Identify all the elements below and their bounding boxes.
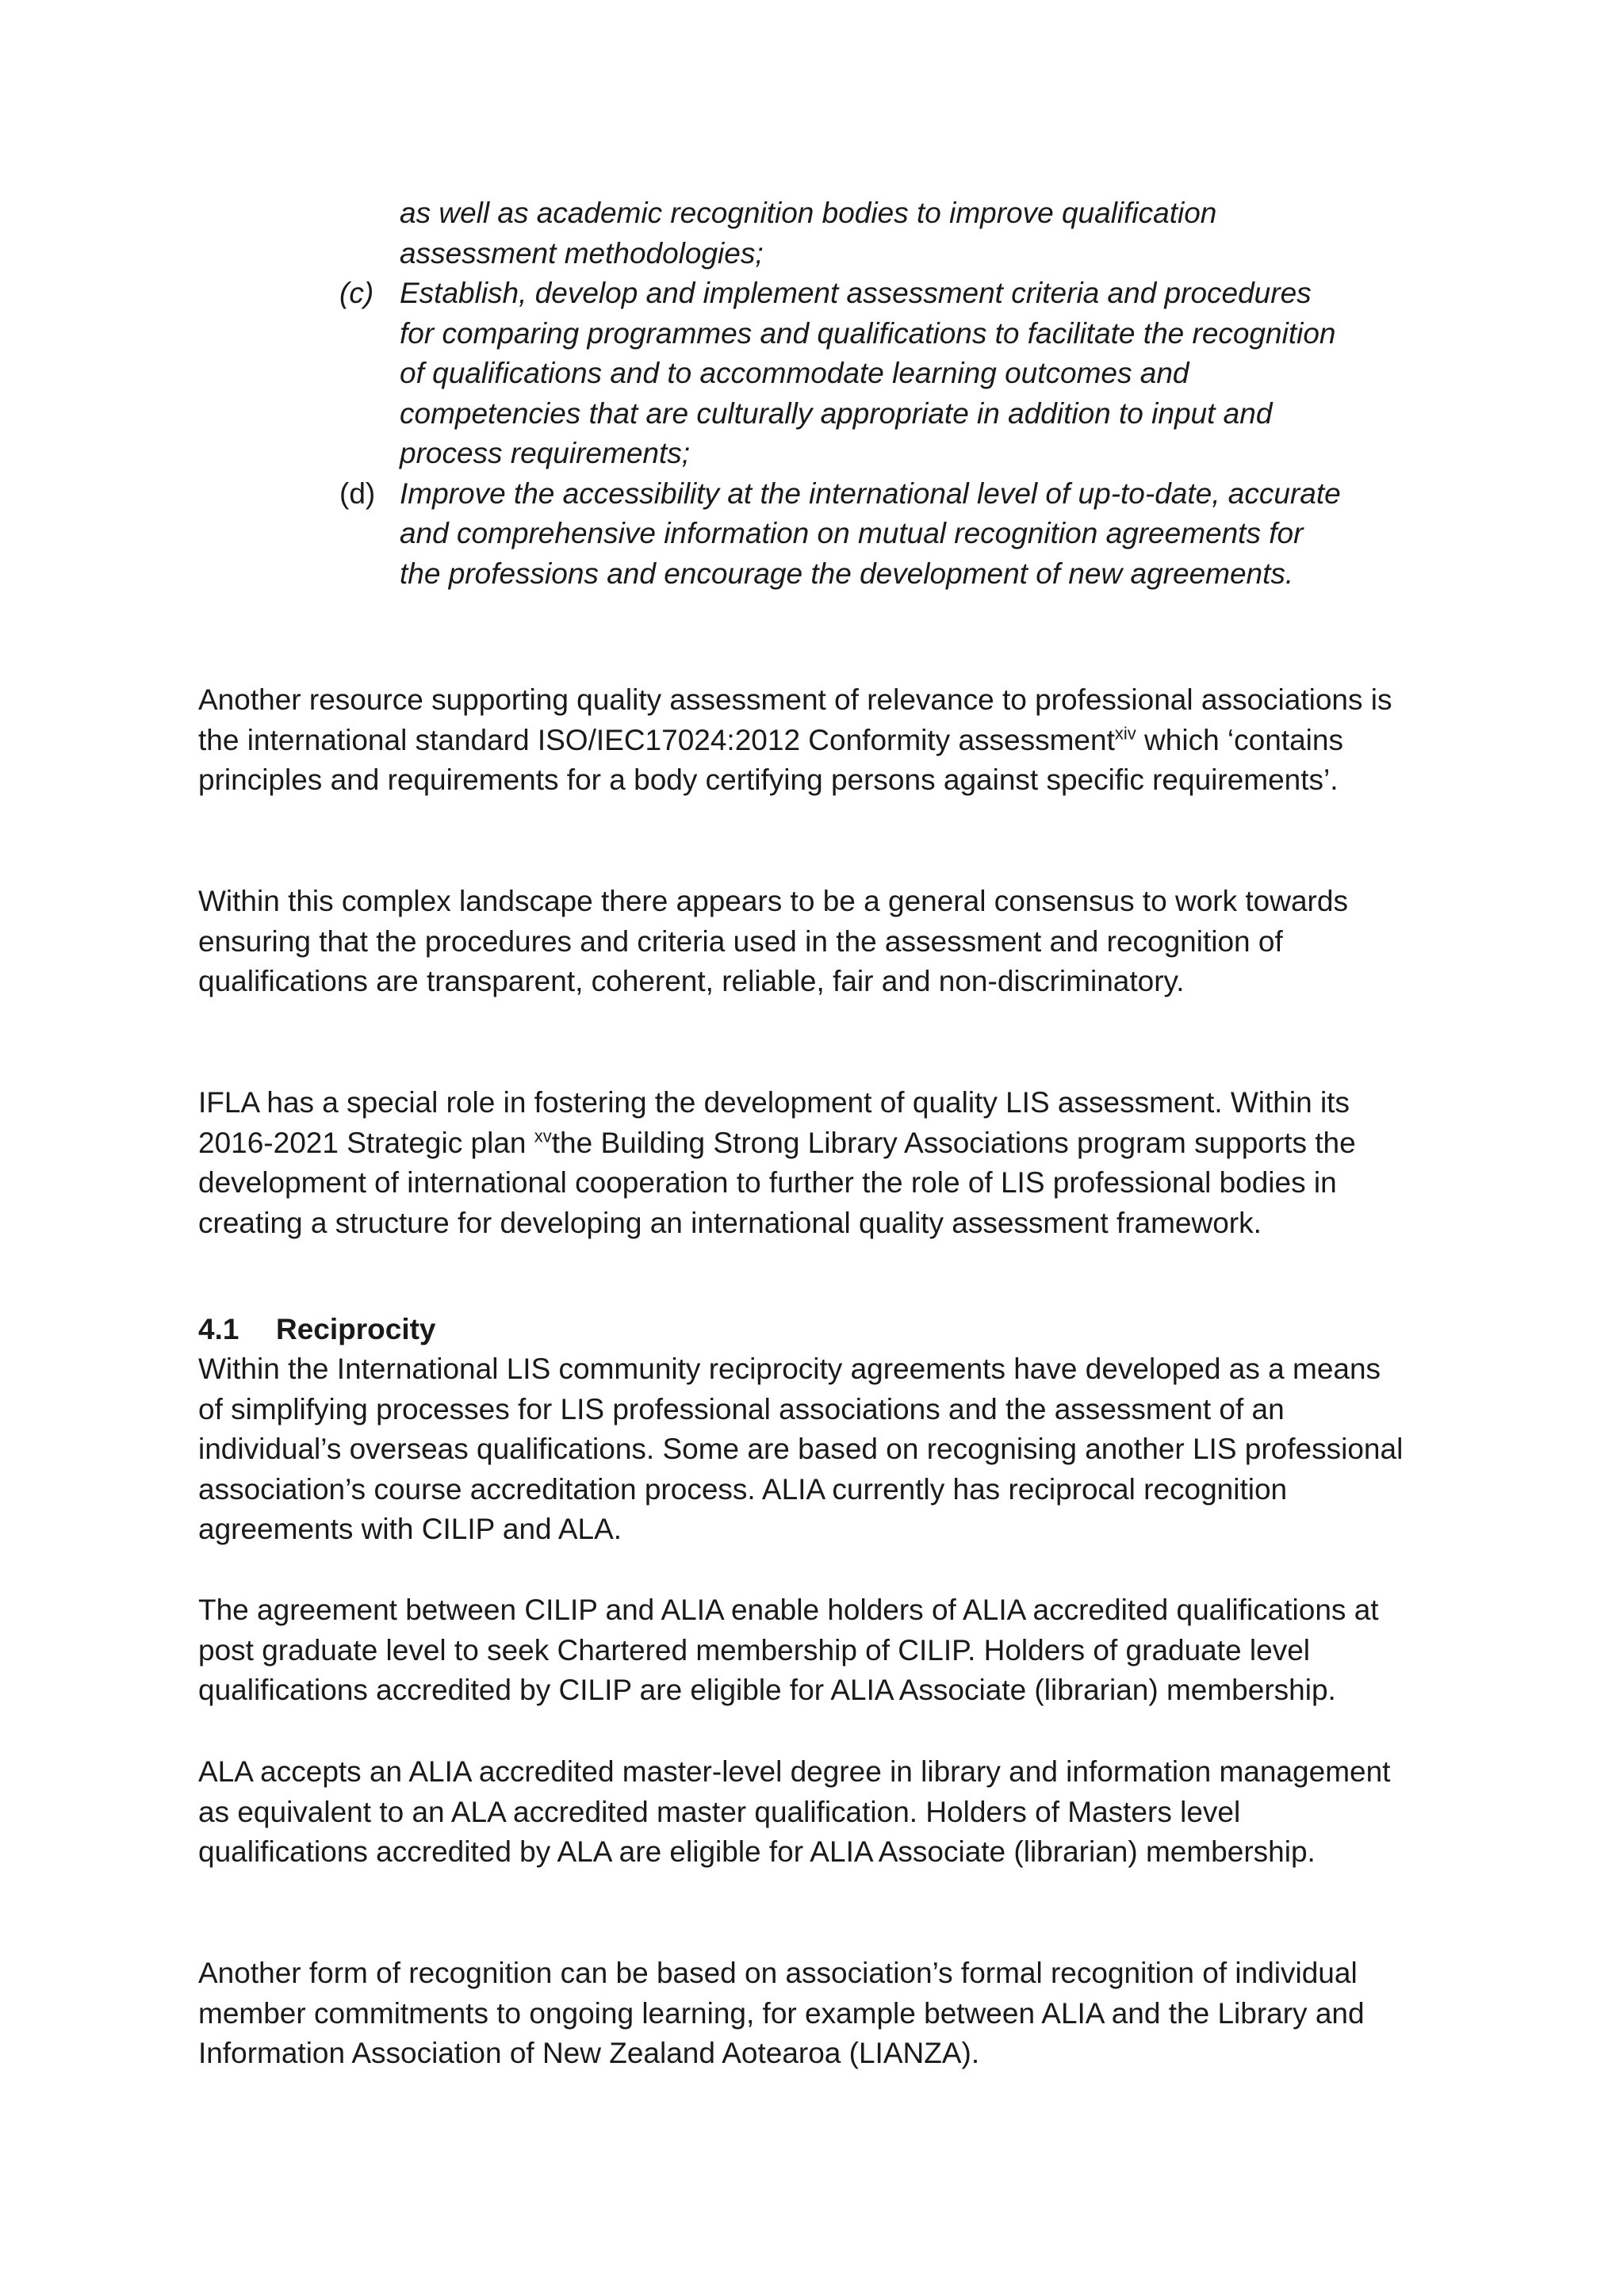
paragraph-text: the Building Strong Library Associations program supports the development of international cooperation to further the role of LIS professional bodies in creating a structure for developing an international quality assessment framework. bbox=[198, 1126, 1356, 1239]
endnote-ref-xv[interactable]: xv bbox=[534, 1126, 552, 1146]
paragraph-reciprocity-intro: Within the International LIS community reciprocity agreements have developed as a means of simplifying processes for LIS professional associations and the assessment of an individual’s overseas qualifications. Some are based on recognising another LIS professional association’s course accreditation process. ALIA currently has reciprocal recognition agreements with CILIP and ALA. bbox=[198, 1353, 1404, 1545]
recommendation-list bbox=[339, 193, 1346, 594]
paragraph-cilip-agreement: The agreement between CILIP and ALIA enable holders of ALIA accredited qualifications at post graduate level to seek Chartered membership of CILIP. Holders of graduate level qualifications accredited by CILIP are eligible for ALIA Associate (librarian) membership. bbox=[198, 1594, 1379, 1706]
paragraph-iso-standard bbox=[198, 680, 1404, 801]
paragraph-ifla bbox=[198, 1083, 1404, 1243]
paragraph-landscape: Within this complex landscape there appears to be a general consensus to work towards ensuring that the procedures and criteria used in the assessment and recognition of qualifications are transparent, coherent, reliable, fair and non-discriminatory. bbox=[198, 885, 1348, 997]
paragraph-text: which ‘contains principles and requirements for a body certifying persons against specific requirements’. bbox=[198, 723, 1343, 796]
list-item-c bbox=[339, 274, 1346, 474]
paragraph-ala-agreement: ALA accepts an ALIA accredited master-level degree in library and information management as equivalent to an ALA accredited master qualification. Holders of Masters level qualifications accredited by ALA are eligible for ALIA Associate (librarian) membership. bbox=[198, 1755, 1391, 1868]
section-title: Reciprocity bbox=[276, 1313, 436, 1345]
list-marker: (c) bbox=[339, 277, 374, 309]
list-item-d bbox=[339, 474, 1346, 595]
endnote-ref-xiv[interactable]: xiv bbox=[1114, 723, 1136, 744]
paragraph-text: IFLA has a special role in fostering the development of quality LIS assessment. Within its 2016-2021 Strategic plan bbox=[198, 1086, 1350, 1159]
list-marker: (d) bbox=[339, 476, 376, 510]
paragraph-text: Another resource supporting quality assessment of relevance to professional associations is the international standard ISO/IEC17024:2012 Conformity assessment bbox=[198, 683, 1392, 756]
list-continuation: as well as academic recognition bodies to improve qualification assessment methodologies; bbox=[400, 197, 1217, 270]
section-heading bbox=[198, 1310, 436, 1349]
paragraph-lianza: Another form of recognition can be based on association’s formal recognition of individual member commitments to ongoing learning, for example between ALIA and the Library and Information Association of New Zealand Aotearoa (LIANZA). bbox=[198, 1957, 1365, 2069]
list-item-text: Establish, develop and implement assessment criteria and procedures for comparing programmes and qualifications to facilitate the recognition of qualifications and to accommodate learning outcomes and competencies that are culturally appropriate in addition to input and process requirements; bbox=[400, 277, 1336, 469]
section-number: 4.1 bbox=[198, 1313, 239, 1345]
list-item-text: Improve the accessibility at the international level of up-to-date, accurate and comprehensive information on mutual recognition agreements for the professions and encourage the development of new agreements. bbox=[400, 476, 1341, 590]
